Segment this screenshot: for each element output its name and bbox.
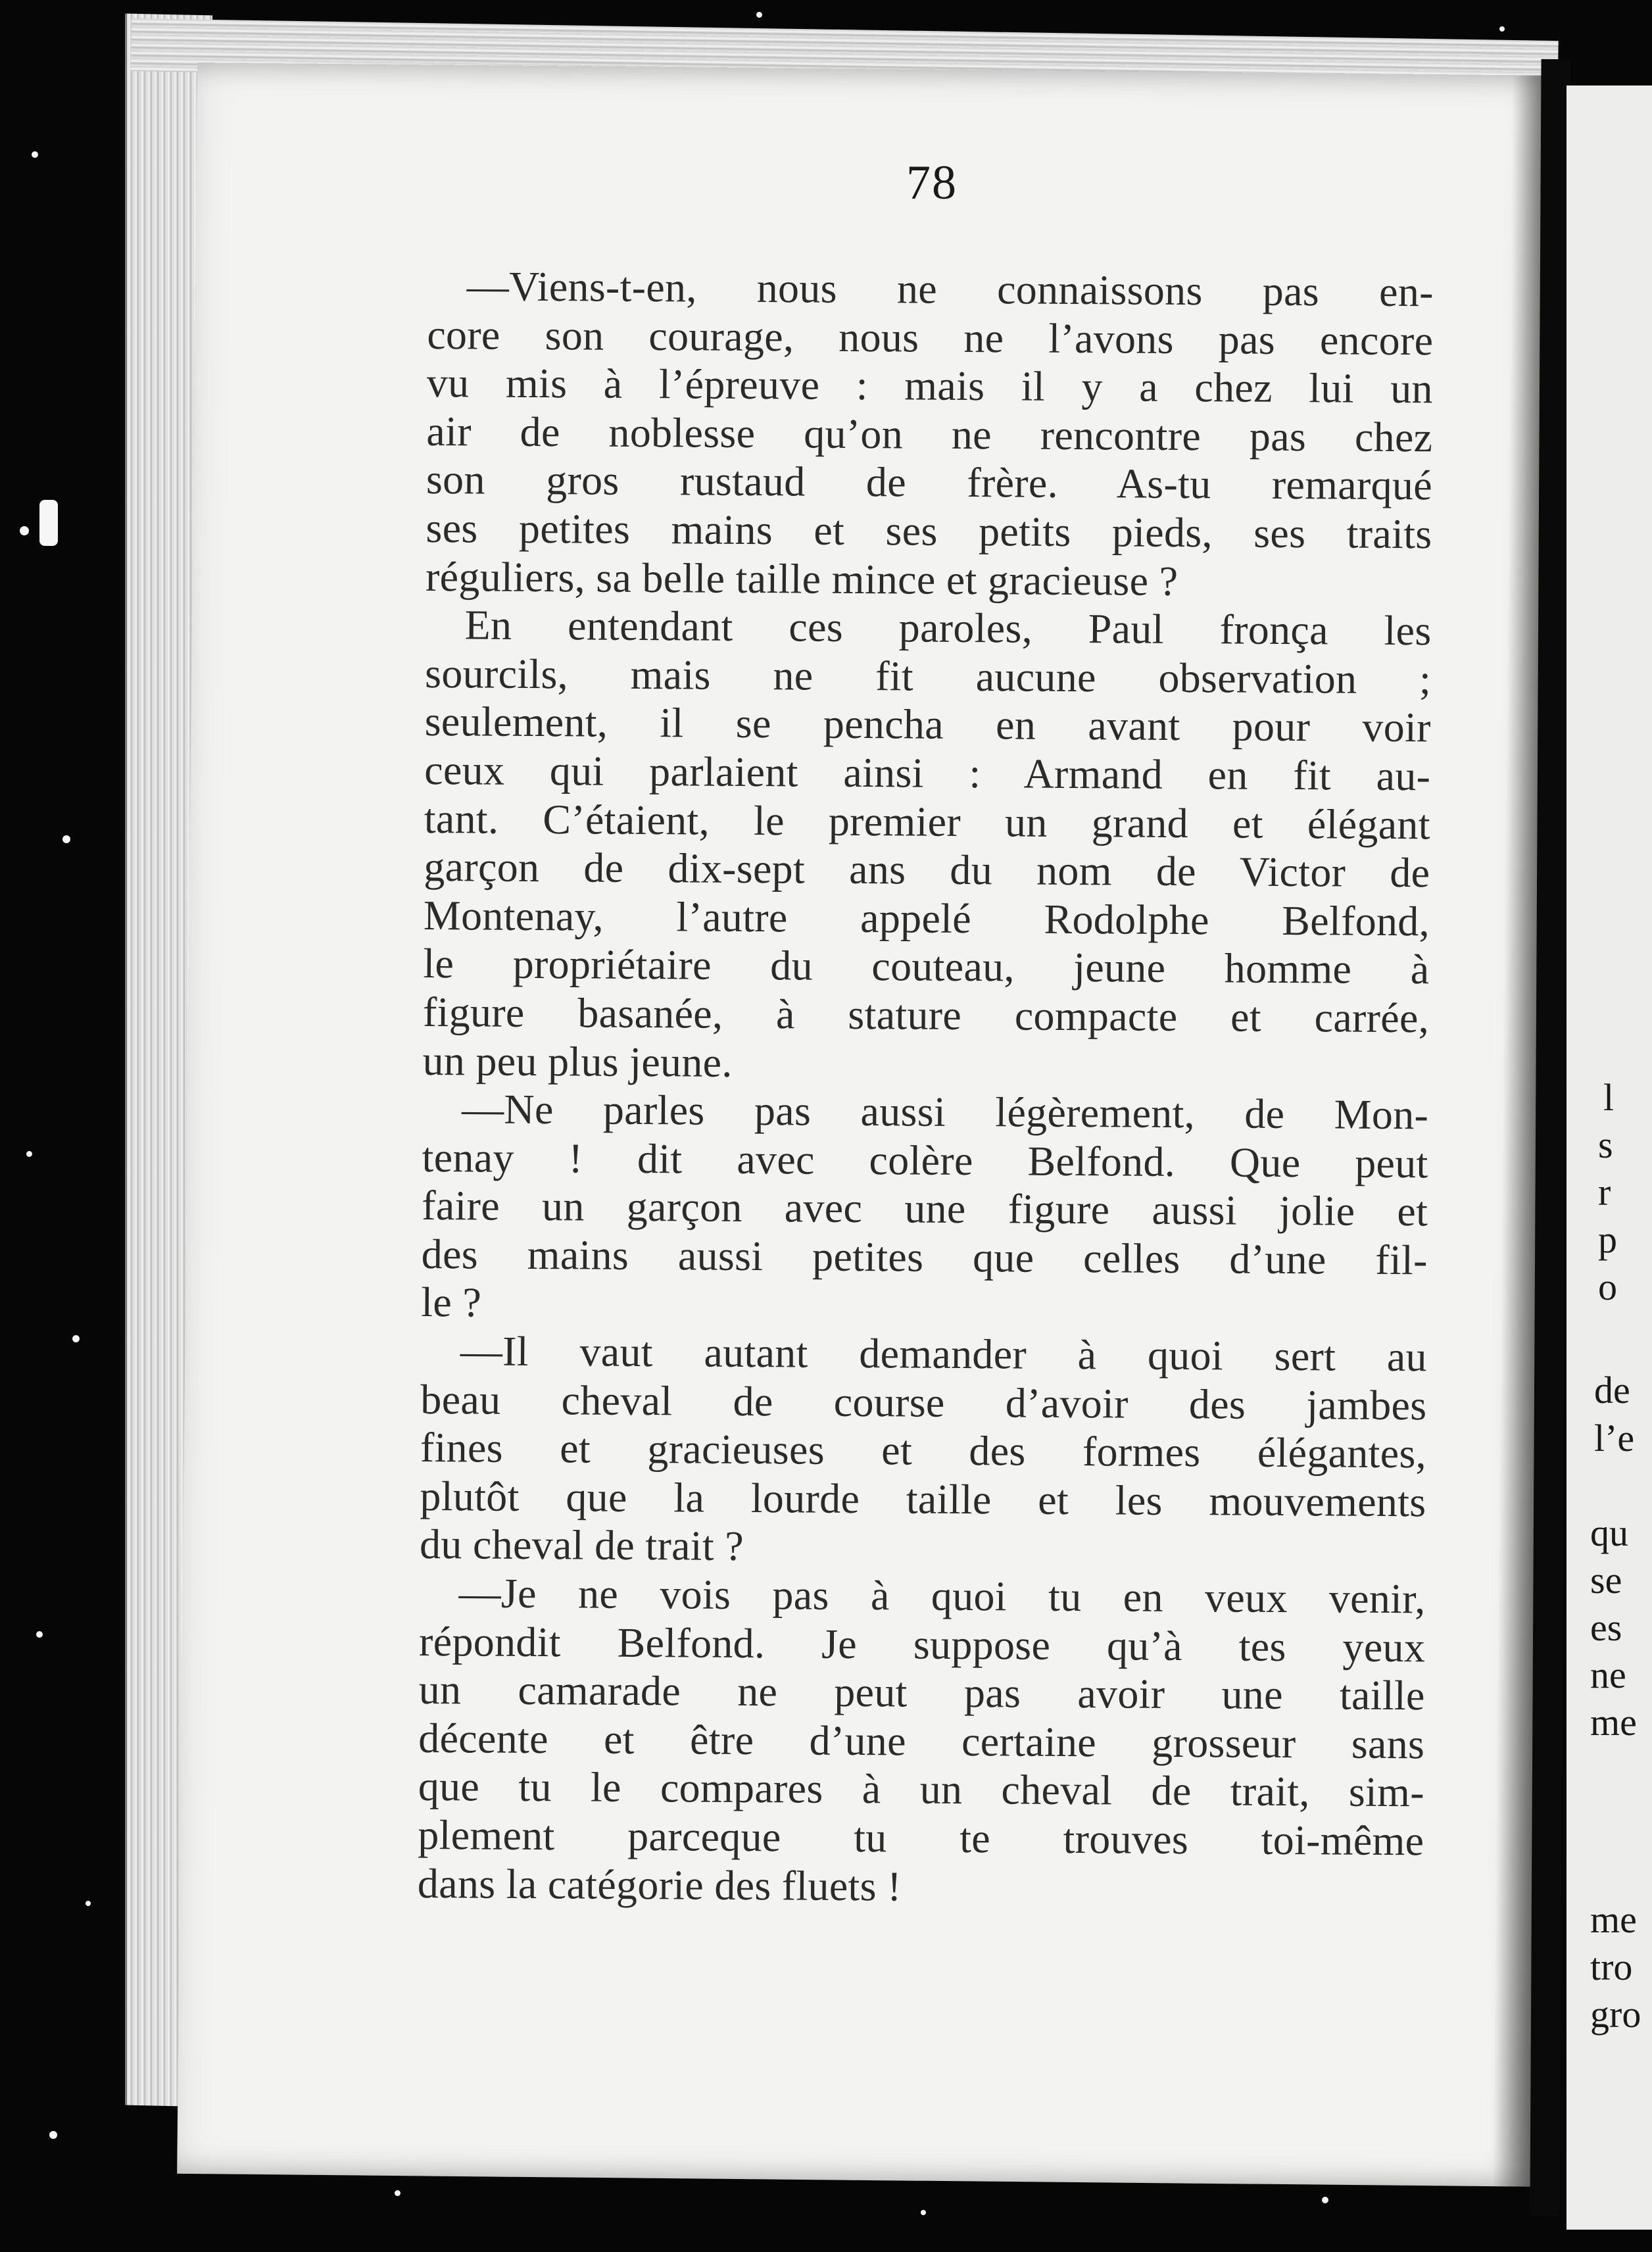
text-line: En entendant ces paroles, Paul fronça les <box>464 601 1432 654</box>
body-text <box>418 262 1434 1913</box>
facing-fragment: me <box>1590 1898 1637 1941</box>
text-line: —Il vaut autant demander à quoi sert au <box>460 1327 1428 1381</box>
text-line: vu mis à l’épreuve : mais il y a chez lui un <box>426 359 1434 412</box>
text-line: plutôt que la lourde taille et les mouvements <box>420 1472 1426 1526</box>
text-line: ses petites mains et ses petits pieds, ses traits <box>425 504 1432 558</box>
text-line: répondit Belfond. Je suppose qu’à tes yeux <box>418 1617 1426 1671</box>
text-line: core son courage, nous ne l’avons pas encore <box>427 310 1434 364</box>
text-line: —Ne parles pas aussi légèrement, de Mon- <box>461 1085 1429 1138</box>
text-line: seulement, il se pencha en avant pour voir <box>424 698 1431 751</box>
text-line: ceux qui parlaient ainsi : Armand en fit au- <box>424 746 1431 800</box>
text-line: le propriétaire du couteau, jeune homme à <box>423 940 1430 993</box>
scan-speck <box>395 2190 401 2196</box>
text-line: un peu plus jeune. <box>422 1037 733 1086</box>
text-line: dans la catégorie des fluets ! <box>417 1859 902 1910</box>
facing-fragment: l <box>1603 1076 1615 1119</box>
text-line: un camarade ne peut pas avoir une taille <box>418 1666 1425 1719</box>
scan-speck <box>39 500 58 546</box>
text-line: —Je ne vois pas à quoi tu en veux venir, <box>458 1569 1426 1623</box>
scan-speck <box>20 526 29 535</box>
scan-speck <box>1499 26 1505 32</box>
text-line: que tu le compares à un cheval de trait, sim- <box>418 1763 1425 1816</box>
facing-fragment: gro <box>1590 1993 1641 2036</box>
text-line: beau cheval de course d’avoir des jambes <box>420 1375 1427 1429</box>
text-line: garçon de dix-sept ans du nom de Victor de <box>424 843 1430 896</box>
text-line: figure basanée, à stature compacte et carrée, <box>422 988 1430 1042</box>
facing-fragment: r <box>1598 1171 1611 1213</box>
page-number: 78 <box>906 156 958 210</box>
text-line: du cheval de trait ? <box>419 1521 744 1570</box>
text-line: plement parceque tu te trouves toi-même <box>418 1811 1424 1865</box>
facing-fragment: me <box>1590 1701 1637 1744</box>
facing-fragment: s <box>1598 1123 1613 1166</box>
facing-page <box>1567 86 1652 2230</box>
text-line: air de noblesse qu’on ne rencontre pas chez <box>426 407 1433 461</box>
scan-speck <box>1322 2197 1328 2203</box>
text-line: tenay ! dit avec colère Belfond. Que peut <box>422 1133 1428 1187</box>
text-line: fines et gracieuses et des formes élégantes, <box>420 1424 1427 1477</box>
scan-speck <box>756 12 762 18</box>
scan-speck <box>62 835 70 843</box>
scan-speck <box>26 1151 32 1157</box>
facing-fragment: l’e <box>1594 1417 1635 1459</box>
text-line: des mains aussi petites que celles d’une fil- <box>421 1230 1428 1284</box>
facing-fragment: tro <box>1590 1946 1633 1988</box>
text-line: sourcils, mais ne fit aucune observation ; <box>424 649 1432 703</box>
facing-fragment: es <box>1590 1606 1622 1649</box>
text-line: tant. C’étaient, le premier un grand et élégant <box>424 795 1431 848</box>
facing-fragment: p <box>1598 1218 1617 1261</box>
scan-speck <box>49 2131 57 2139</box>
text-line: son gros rustaud de frère. As-tu remarqué <box>425 456 1433 509</box>
facing-fragment: se <box>1590 1559 1622 1602</box>
facing-fragment: ne <box>1590 1653 1626 1696</box>
text-line: —Viens-t-en, nous ne connaissons pas en- <box>466 262 1434 316</box>
text-line: réguliers, sa belle taille mince et gracieuse ? <box>425 552 1178 604</box>
scan-speck <box>32 151 38 158</box>
text-line: décente et être d’une certaine grosseur sans <box>418 1714 1425 1768</box>
scan-speck <box>921 2210 926 2215</box>
facing-fragment: qu <box>1590 1511 1628 1554</box>
scan-speck <box>36 1631 43 1638</box>
facing-fragment: o <box>1598 1265 1617 1308</box>
scan-speck <box>72 1335 80 1342</box>
text-line: le ? <box>421 1279 482 1326</box>
facing-fragment: de <box>1594 1369 1630 1411</box>
scan-speck <box>85 1901 91 1906</box>
text-line: faire un garçon avec une figure aussi jolie et <box>422 1182 1428 1235</box>
text-line: Montenay, l’autre appelé Rodolphe Belfond, <box>423 891 1430 945</box>
